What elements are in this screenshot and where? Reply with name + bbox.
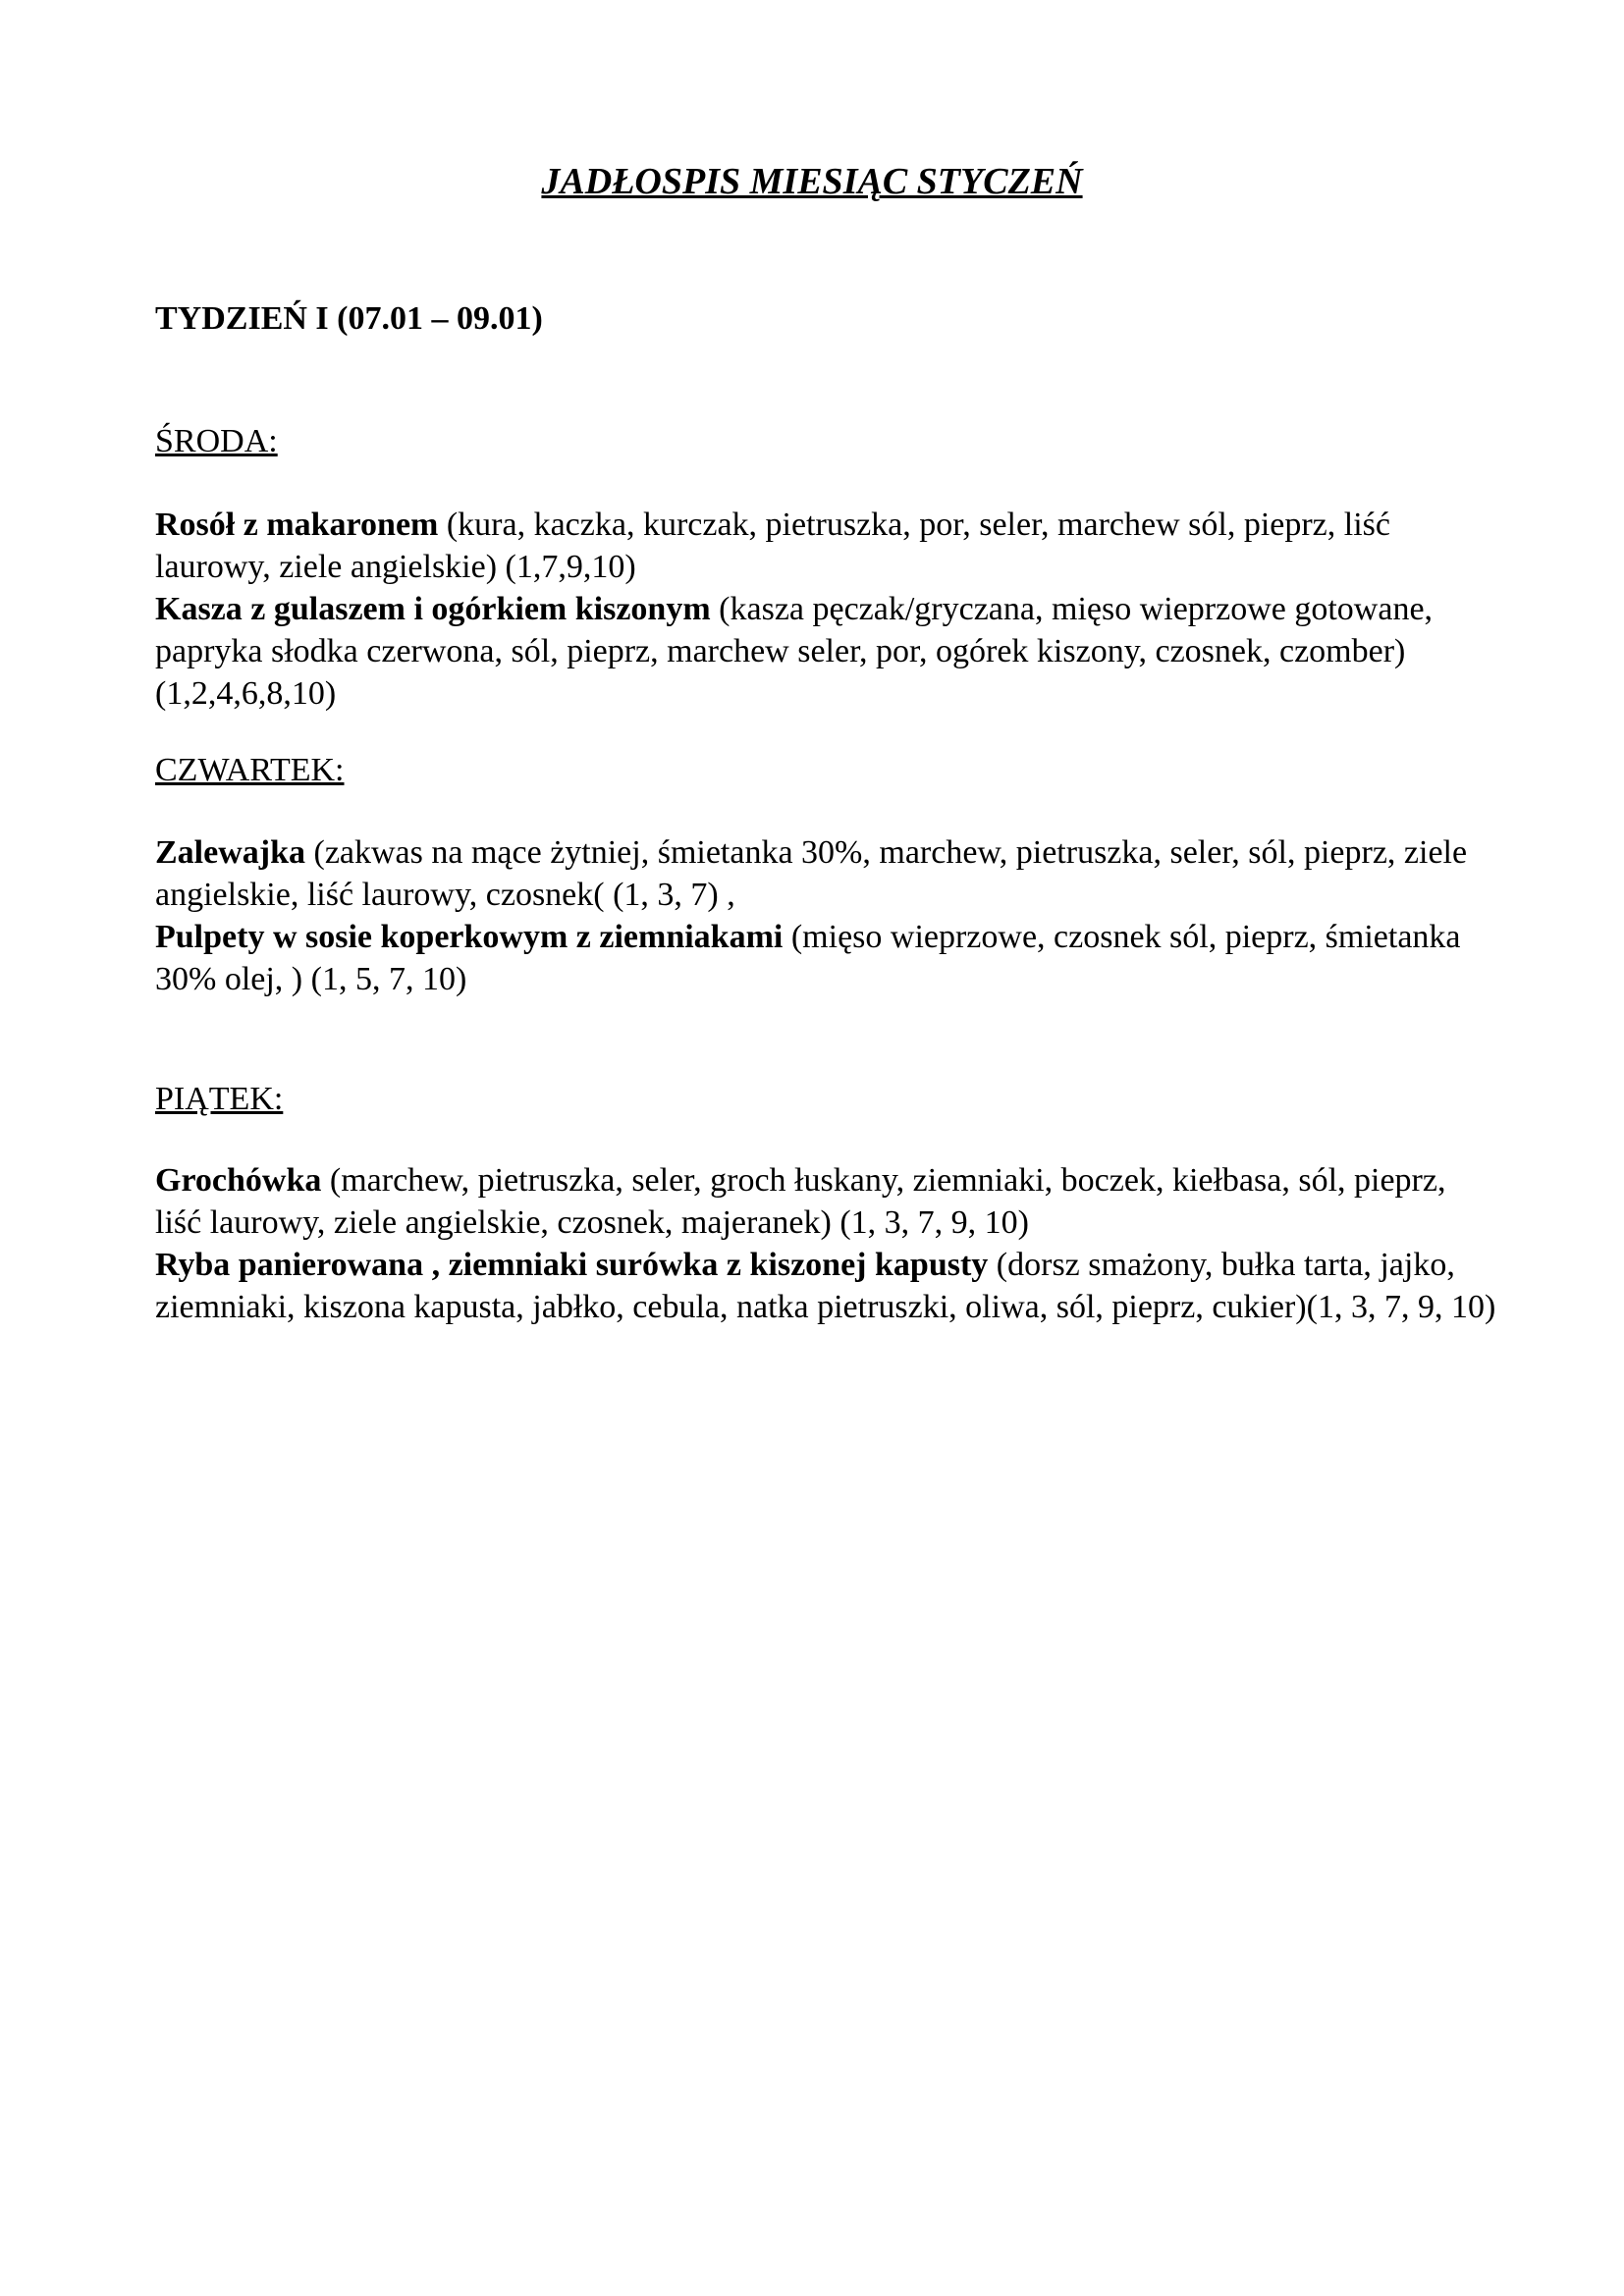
dish-name: Grochówka [155,1162,322,1199]
dish-details: (kasza pęczak/gryczana, mięso wieprzowe gotowane, papryka słodka czerwona, sól, pieprz, marchew seler, por, ogórek kiszony, czosnek, czomber) (1,2,4,6,8,10) [155,591,1434,712]
dish-item [155,588,1500,715]
dish-name: Ryba panierowana , ziemniaki surówka z kiszonej kapusty [155,1247,989,1283]
dish-details: (zakwas na mące żytniej, śmietanka 30%, marchew, pietruszka, seler, sól, pieprz, ziele angielskie, liść laurowy, czosnek( (1, 3, 7) , [155,834,1468,913]
dish-item [155,504,1500,588]
dish-name: Kasza z gulaszem i ogórkiem kiszonym [155,591,711,627]
dish-name: Pulpety w sosie koperkowym z ziemniakami [155,919,784,955]
day-label-thursday: CZWARTEK: [155,752,345,788]
dish-name: Zalewajka [155,834,305,871]
day-label-friday: PIĄTEK: [155,1081,284,1117]
dish-item [155,1159,1500,1244]
dish-details: (kura, kaczka, kurczak, pietruszka, por, seler, marchew sól, pieprz, liść laurowy, ziele angielskie) (1,7,9,10) [155,507,1390,585]
dish-name: Rosół z makaronem [155,507,439,543]
dish-item [155,1244,1500,1328]
dish-item [155,831,1500,916]
day-label-wednesday: ŚRODA: [155,423,278,459]
day-dishes-wednesday [155,504,1500,715]
dish-details: (marchew, pietruszka, seler, groch łuskany, ziemniaki, boczek, kiełbasa, sól, pieprz, liść laurowy, ziele angielskie, czosnek, majeranek) (1, 3, 7, 9, 10) [155,1162,1446,1241]
day-dishes-thursday [155,831,1500,1000]
dish-details: (mięso wieprzowe, czosnek sól, pieprz, śmietanka 30% olej, ) (1, 5, 7, 10) [155,919,1461,997]
dish-item [155,916,1500,1000]
week-heading: TYDZIEŃ I (07.01 – 09.01) [155,300,543,337]
menu-title: JADŁOSPIS MIESIĄC STYCZEŃ [541,161,1083,202]
day-dishes-friday [155,1159,1500,1328]
dish-details: (dorsz smażony, bułka tarta, jajko, ziemniaki, kiszona kapusta, jabłko, cebula, natka pietruszki, oliwa, sól, pieprz, cukier)(1, 3, 7, 9, 10) [155,1247,1496,1325]
